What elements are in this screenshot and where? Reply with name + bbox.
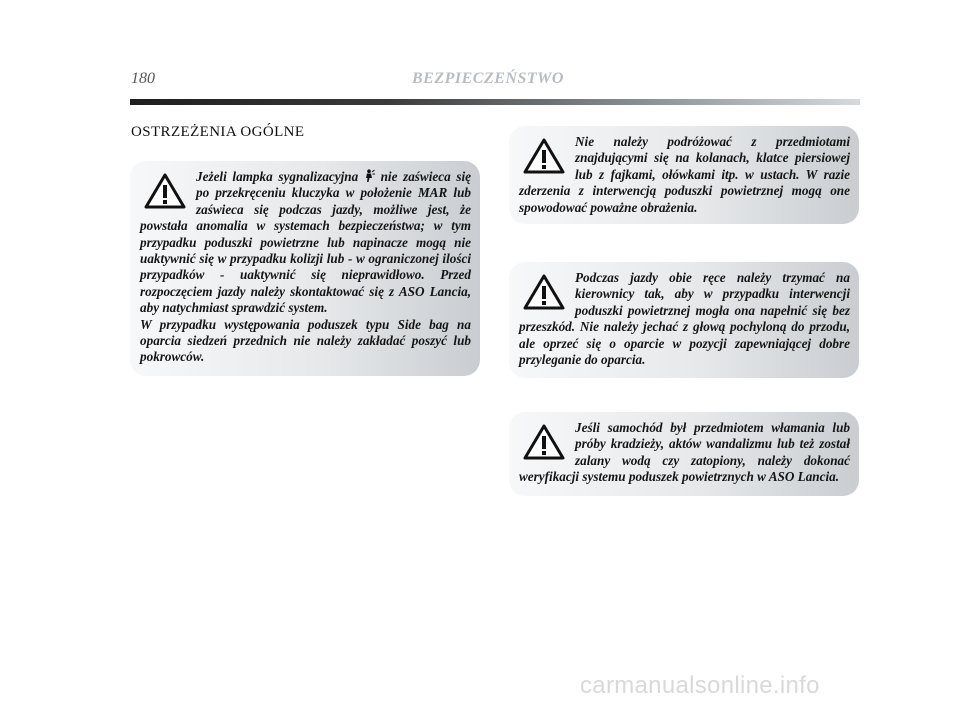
warning-box-theft (509, 412, 859, 496)
warning-box-hands (509, 262, 859, 378)
section-title: OSTRZEŻENIA OGÓLNE (131, 124, 305, 140)
warning-text (140, 169, 471, 366)
warning-box-airbag-light (130, 161, 480, 376)
warning-triangle-icon (523, 424, 565, 460)
warning-text: Nie należy podróżować z przedmiotami znajdującymi się na kolanach, klatce piersiowej lub z fajkami, ołówkami itp. w ustach. W razie zderzenia z interwencją poduszki powietrznej mogą one spowodować poważne obrażenia. (519, 134, 850, 215)
warning-text-part: nie zaświeca się po przekręceniu kluczyka w położenie MAR lub zaświeca się podczas jazdy, możliwe jest, że powstała anomalia w systemach bezpieczeństwa; w tym przypadku poduszki powietrzne lub napinacze mogą nie uaktywnić się w przypadku kolizji lub - w ograniczonej ilości przypadków - uaktywnić się nieprawidłowo. Przed rozpoczęciem jazdy należy skontaktować się z ASO Lancia, aby natychmiast sprawdzić system. (140, 169, 472, 316)
page-number: 180 (131, 70, 155, 87)
warning-triangle-icon (523, 138, 565, 174)
warning-text-part: Jeżeli lampka sygnalizacyjna (196, 169, 364, 184)
warning-box-objects (509, 126, 859, 224)
warning-text: Podczas jazdy obie ręce należy trzymać na kierownicy tak, aby w przypadku interwencji poduszki powietrznej mogła ona napełnić się bez przeszkód. Nie należy jechać z głową pochyloną do przodu, ale oprzeć się o oparcie w pozycji zapewniającej dobre przyleganie do oparcia. (519, 270, 850, 368)
warning-text: Jeśli samochód był przedmiotem włamania lub próby kradzieży, aktów wandalizmu lub też został zalany wodą czy zatopiony, należy dokonać weryfikacji systemu poduszek powietrznych w ASO Lancia. (519, 420, 850, 485)
warning-triangle-icon (144, 173, 186, 209)
section-header: BEZPIECZEŃSTWO (412, 70, 564, 87)
header-rule (130, 99, 860, 105)
watermark[interactable]: carmanualsonline.info (580, 672, 820, 699)
warning-text-part: W przypadku występowania poduszek typu Side bag na oparcia siedzeń przednich nie należy zakładać poszyć lub pokrowców. (140, 316, 471, 365)
airbag-warning-lamp-icon (364, 169, 375, 183)
warning-triangle-icon (523, 274, 565, 310)
